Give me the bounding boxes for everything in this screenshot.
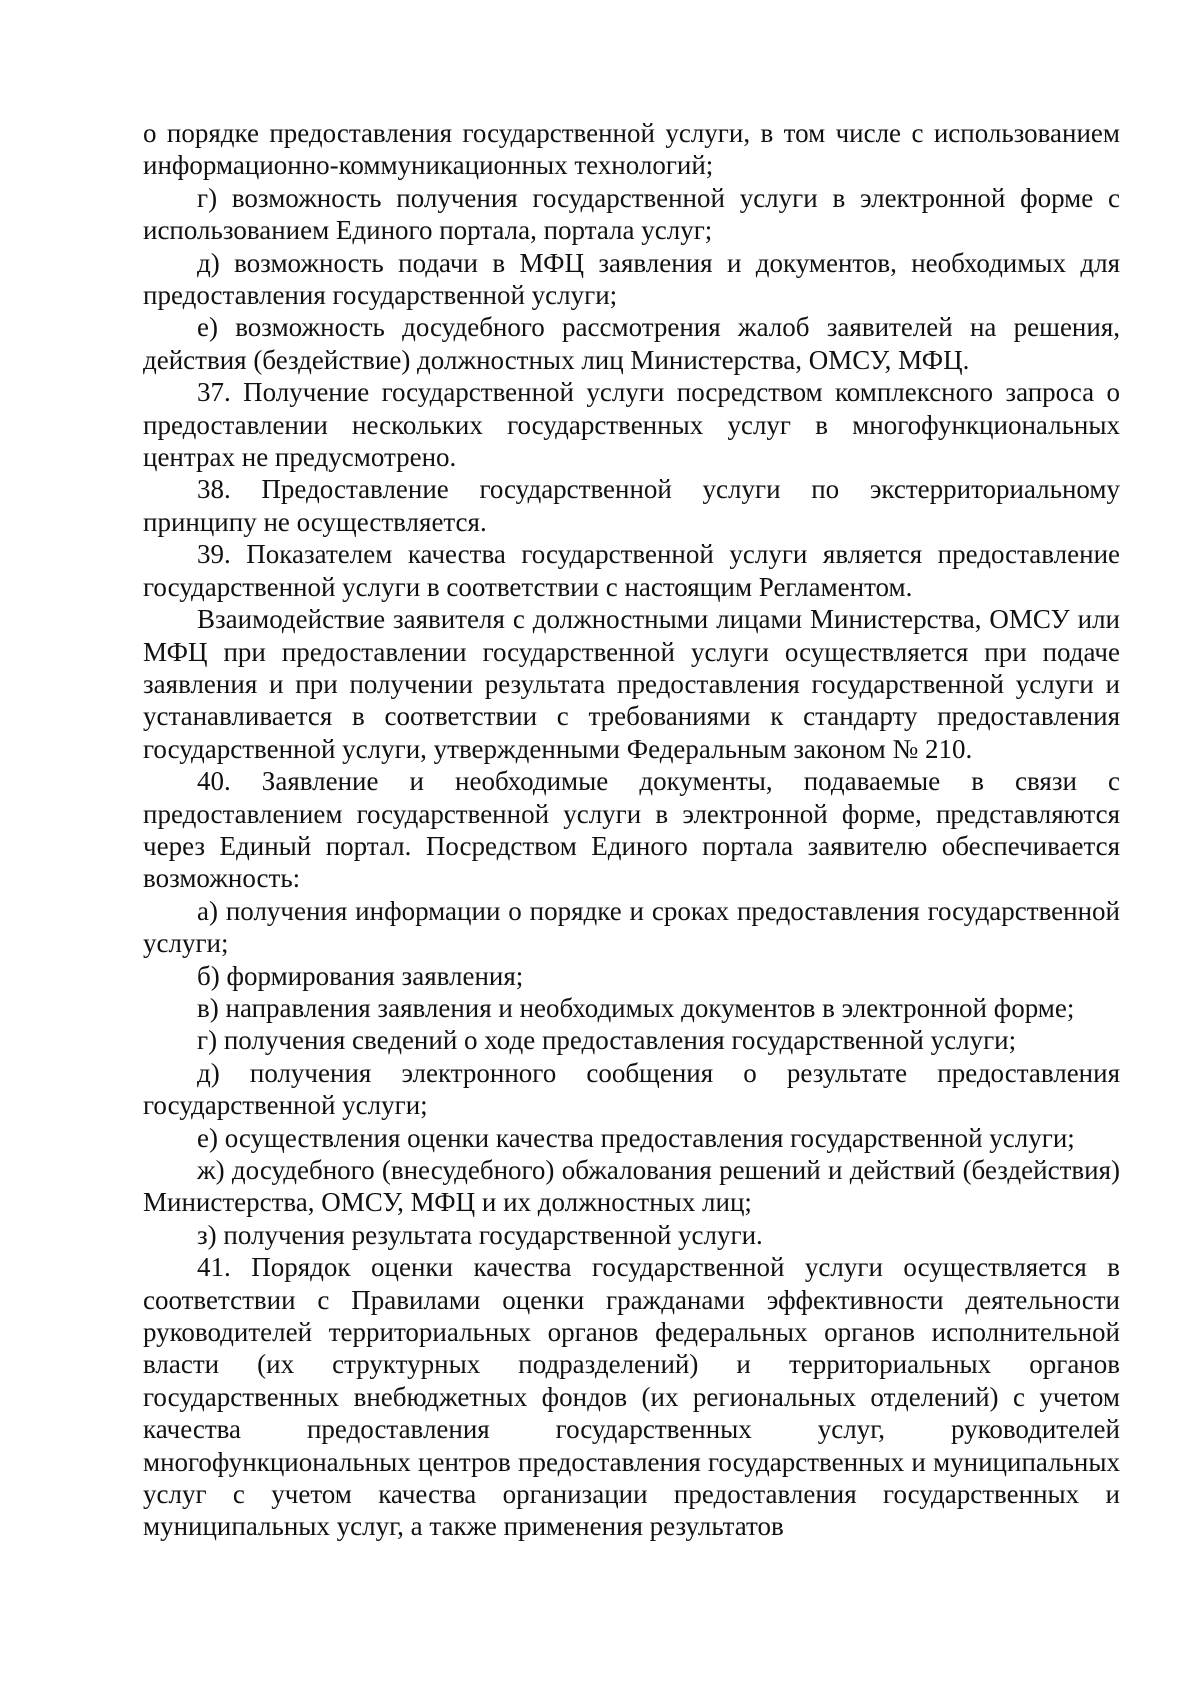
paragraph-40-item-g: г) получения сведений о ходе предоставления государственной услуги;: [197, 1025, 1017, 1056]
paragraph-item-e: е) возможность досудебного рассмотрения жалоб заявителей на решения, действия (бездействие) должностных лиц Министерства, ОМСУ, МФЦ.: [143, 312, 1120, 375]
paragraph-40: 40. Заявление и необходимые документы, подаваемые в связи с предоставлением государственной услуги в электронной форме, представляются через Единый портал. Посредством Единого портала заявителю обеспечивается возможность:: [143, 766, 1120, 894]
paragraph-40-item-zh: ж) досудебного (внесудебного) обжалования решений и действий (бездействия) Министерства, ОМСУ, МФЦ и их должностных лиц;: [143, 1155, 1120, 1218]
paragraph-continuation: о порядке предоставления государственной услуги, в том числе с использованием информационно-коммуникационных технологий;: [143, 118, 1120, 181]
paragraph-40-item-d: д) получения электронного сообщения о результате предоставления государственной услуги;: [143, 1057, 1120, 1121]
paragraph-40-item-z: з) получения результата государственной услуги.: [197, 1219, 763, 1250]
paragraph-37: 37. Получение государственной услуги посредством комплексного запроса о предоставлении нескольких государственных услуг в многофункциональных центрах не предусмотрено.: [143, 377, 1120, 473]
paragraph-interaction: Взаимодействие заявителя с должностными лицами Министерства, ОМСУ или МФЦ при предоставлении государственной услуги осуществляется при подаче заявления и при получении результата предоставления государственной услуги и устанавливается в соответствии с требованиями к стандарту предоставления государственной услуги, утвержденными Федеральным законом № 210.: [143, 604, 1120, 764]
document-body: [143, 117, 1120, 1543]
paragraph-39: 39. Показателем качества государственной услуги является предоставление государственной услуги в соответствии с настоящим Регламентом.: [143, 539, 1120, 602]
paragraph-38: 38. Предоставление государственной услуги по экстерриториальному принципу не осуществляется.: [143, 474, 1120, 537]
paragraph-item-g: г) возможность получения государственной услуги в электронной форме с использованием Единого портала, портала услуг;: [143, 182, 1120, 246]
paragraph-40-item-e: е) осуществления оценки качества предоставления государственной услуги;: [197, 1122, 1075, 1153]
paragraph-40-item-v: в) направления заявления и необходимых документов в электронной форме;: [197, 992, 1075, 1023]
paragraph-41: 41. Порядок оценки качества государственной услуги осуществляется в соответствии с Правилами оценки гражданами эффективности деятельности руководителей территориальных органов федеральных органов исполнительной власти (их структурных подразделений) и территориальных органов государственных внебюджетных фондов (их региональных отделений) с учетом качества предоставления государственных услуг, руководителей многофункциональных центров предоставления государственных и муниципальных услуг с учетом качества организации предоставления государственных и муниципальных услуг, а также применения результатов: [143, 1252, 1120, 1542]
paragraph-item-d: д) возможность подачи в МФЦ заявления и документов, необходимых для предоставления государственной услуги;: [143, 247, 1120, 311]
paragraph-40-item-a: а) получения информации о порядке и сроках предоставления государственной услуги;: [143, 895, 1120, 959]
paragraph-40-item-b: б) формирования заявления;: [197, 960, 524, 991]
